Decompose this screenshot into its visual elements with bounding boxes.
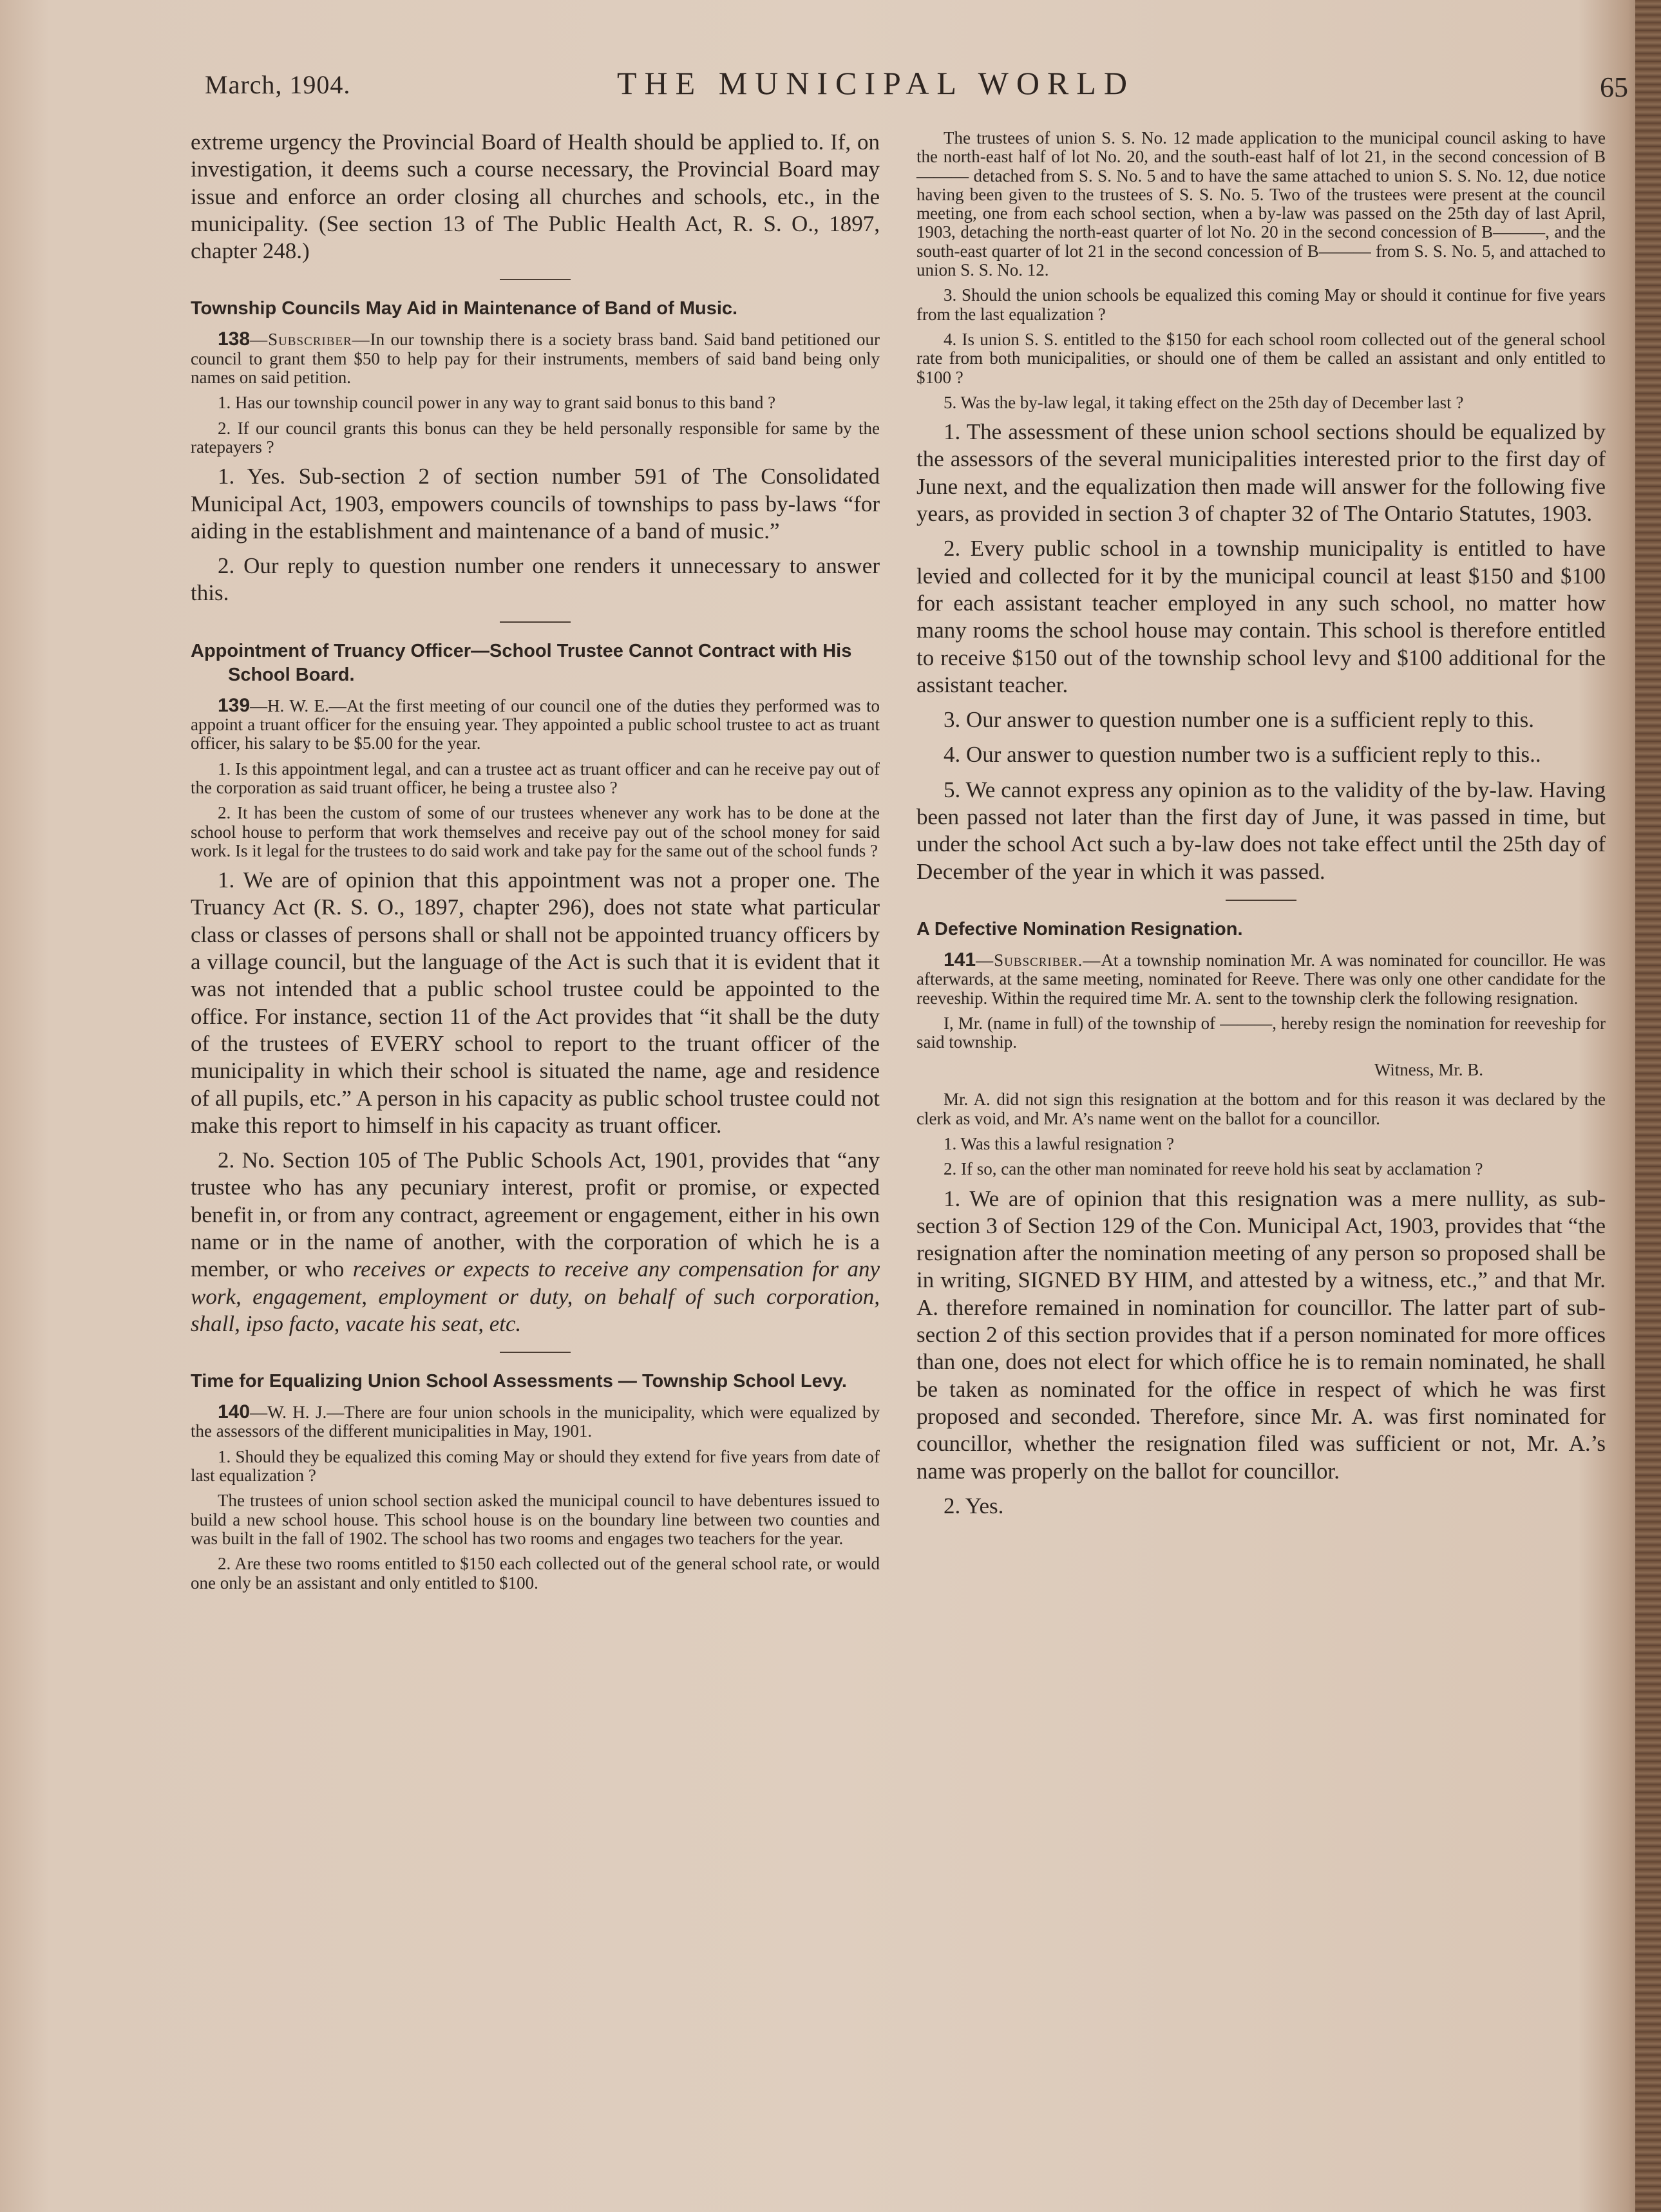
page-header [205, 64, 1628, 109]
question-number: 139 [218, 694, 251, 716]
article-equalizing-assessments [191, 1370, 880, 1593]
question-item: 1. Has our township council power in any way to grant said bonus to this band ? [218, 393, 776, 413]
question-text: There are four union schools in the municipality, which were equalized by the assessors of the different municipalities in May, 1901. [191, 1403, 880, 1441]
question-number: 138 [218, 328, 251, 350]
article-equalizing-continued [916, 129, 1606, 885]
article-heading: A Defective Nomination Resignation. [916, 918, 1243, 940]
question-item: 1. Should they be equalized this coming May or should they extend for five years from date of last equalization ? [191, 1446, 880, 1486]
question-item: 2. If so, can the other man nominated for reeve hold his seat by acclamation ? [944, 1159, 1483, 1179]
question-item: 2. Are these two rooms entitled to $150 each collected out of the general school rate, or would one only be an assistant and only entitled to $100. [191, 1554, 880, 1593]
right-column [916, 129, 1606, 1527]
section-divider [500, 1352, 571, 1353]
question-author: —Subscriber.— [976, 950, 1101, 970]
book-spine [1635, 0, 1661, 2212]
question-author: —H. W. E.— [250, 695, 346, 715]
answer-paragraph: 3. Our answer to question number one is a sufficient reply to this. [944, 707, 1534, 733]
article-heading: Township Councils May Aid in Maintenance of Band of Music. [191, 298, 738, 319]
answer-paragraph: 1. Yes. Sub-section 2 of section number 591 of The Consolidated Municipal Act, 1903, empowers councils of townships to pass by-laws “for aiding in the establishment and maintenance of a band of music.” [191, 464, 880, 544]
article-truancy-officer [191, 639, 880, 1338]
answer-paragraph: 2. No. Section 105 of The Public Schools Act, 1901, provides that “any trustee who has any pecuniary interest, profit or promise, or expected benefit in, or from any contract, agreement or engagement, either in his own name or in the name of another, with the corporation of which he is a member, or who [191, 1148, 880, 1282]
question-author: —W. H. J.— [250, 1403, 345, 1423]
issue-date: March, 1904. [205, 70, 351, 99]
question-text: At the first meeting of our council one of the duties they performed was to appoint a truant officer for the ensuing year. They appointed a public school trustee to act as truant officer, his salary to be $5.00 for the year. [191, 695, 880, 753]
section-divider [500, 621, 571, 623]
answer-paragraph: 2. Every public school in a township municipality is entitled to have levied and collected for it by the municipal council at least $150 and $100 for each assistant teacher employed in any such school, no matter how many rooms the school house may contain. This school is therefore entitled to receive $150 out of the township school levy and $100 additional for the assistant teacher. [916, 536, 1606, 697]
question-item: 1. Was this a lawful resignation ? [944, 1133, 1175, 1153]
article-band-of-music [191, 297, 880, 607]
question-detail: The trustees of union school section asked the municipal council to have debentures issued to build a new school house. This school house is on the boundary line between two counties and was built in the fall of 1902. The school has two rooms and engages two teachers for the year. [191, 1491, 880, 1548]
question-item: 2. If our council grants this bonus can they be held personally responsible for same by the ratepayers ? [191, 418, 880, 457]
article-heading: Appointment of Truancy Officer—School Trustee Cannot Contract with His School Board. [191, 640, 852, 685]
question-detail: The trustees of union S. S. No. 12 made application to the municipal council asking to have the north-east half of lot No. 20, and the south-east half of lot 21, in the second concession of B——— detached from S. S. No. 5 and to have the same attached to union S. S. No. 12, due notice having been given to the trustees of S. S. No. 5. Two of the trustees were present at the council meeting, one from each school section, when a by-law was passed on the 25th day of last April, 1903, detaching the north-east quarter of lot No. 20 in the second concession of B———, and the south-east quarter of lot 21 in the second concession of B——— from S. S. No. 5, and attached to union S. S. No. 12. [916, 128, 1606, 280]
answer-italic-quote: receives or expects to receive any compensation for any work, engagement, employment or duty, on behalf of such corporation, shall, ipso facto, vacate his seat, etc. [191, 1256, 880, 1336]
answer-paragraph: 2. Yes. [944, 1493, 1004, 1518]
answer-paragraph: 1. The assessment of these union school sections should be equalized by the assessors of the several municipalities interested prior to the first day of June next, and the equalization then made will answer for the following five years, as provided in section 3 of chapter 32 of The Ontario Statutes, 1903. [916, 419, 1606, 527]
intro-paragraph: extreme urgency the Provincial Board of Health should be applied to. If, on investigation, it deems such a course necessary, the Provincial Board may issue and enforce an order closing all churches and schools, etc., in the municipality. (See section 13 of The Public Health Act, R. S. O., 1897, chapter 248.) [191, 129, 880, 264]
question-number: 140 [218, 1401, 251, 1423]
answer-paragraph: 1. We are of opinion that this resignation was a mere nullity, as sub-section 3 of Section 129 of the Con. Municipal Act, 1903, provides that “the resignation after the nomination meeting of any person so proposed shall be in writing, SIGNED BY HIM, and attested by a witness, etc.,” and that Mr. A. therefore remained in nomination for councillor. The latter part of sub-section 2 of this section provides that if a person nominated for more offices than one, does not elect for which office he is to remain nominated, he shall be taken as nominated for the office in respect of which he was first proposed and seconded. Therefore, since Mr. A. was first nominated for councillor, whether the resignation filed was sufficient or not, Mr. A.’s name was properly on the ballot for councillor. [916, 1186, 1606, 1484]
question-author: —Subscriber— [250, 330, 370, 350]
left-column [191, 129, 880, 1599]
witness-line: Witness, Mr. B. [1374, 1060, 1483, 1080]
question-item: 1. Is this appointment legal, and can a trustee act as truant officer and can he receive pay out of the corporation as said truant officer, he being a trustee also ? [191, 759, 880, 797]
answer-paragraph: 4. Our answer to question number two is a sufficient reply to this.. [944, 742, 1541, 768]
article-nomination-resignation [916, 918, 1606, 1520]
resignation-text: I, Mr. (name in full) of the township of ———, hereby resign the nomination for reeveship for said township. [916, 1013, 1606, 1052]
question-item: 5. Was the by-law legal, it taking effect on the 25th day of December last ? [944, 392, 1464, 412]
question-number: 141 [944, 949, 976, 970]
article-heading: Time for Equalizing Union School Assessments — Township School Levy. [191, 1371, 847, 1392]
question-item: 4. Is union S. S. entitled to the $150 for each school room collected out of the general school rate from both municipalities, or should one of them be called an assistant and only entitled to $100 ? [916, 329, 1606, 387]
answer-paragraph: 5. We cannot express any opinion as to the validity of the by-law. Having been passed not later than the first day of June, it was passed in time, but under the school Act such a by-law does not take effect until the 25th day of December of the year in which it was passed. [916, 777, 1606, 884]
question-item: 3. Should the union schools be equalized this coming May or should it continue for five years from the last equalization ? [916, 285, 1606, 324]
answer-paragraph: 1. We are of opinion that this appointment was not a proper one. The Truancy Act (R. S. O., 1897, chapter 296), does not state what particular class or classes of persons shall or shall not be appointed truancy officers by a village council, but the language of the Act is such that it is evident that it was not intended that a public school trustee could be appointed to the office. For instance, section 11 of the Act provides that “it shall be the duty of the trustees of EVERY school to report to the truant officer of the municipality in which their school is situated the name, age and residence of all pupils, etc.” A person in his capacity as public school trustee could not make this report to himself in his capacity as truant officer. [191, 867, 880, 1138]
question-item: 2. It has been the custom of some of our trustees whenever any work has to be done at the school house to perform that work themselves and receive pay out of the school money for said work. Is it legal for the trustees to do said work and take pay for the same out of the school funds ? [191, 803, 880, 860]
publication-title: THE MUNICIPAL WORLD [617, 65, 1135, 101]
question-text: At a township nomination Mr. A was nominated for councillor. He was afterwards, at the same meeting, nominated for Reeve. There was only one other candidate for the reeveship. Within the required time Mr. A. sent to the township clerk the following resignation. [916, 950, 1606, 1008]
section-divider [1226, 900, 1296, 901]
page-number: 65 [1600, 71, 1628, 103]
answer-paragraph: 2. Our reply to question number one renders it unnecessary to answer this. [191, 553, 880, 606]
section-divider [500, 279, 571, 280]
question-text: In our township there is a society brass band. Said band petitioned our council to grant them $50 to help pay for their instruments, members of said band being only names on said petition. [191, 330, 880, 388]
question-detail: Mr. A. did not sign this resignation at the bottom and for this reason it was declared by the clerk as void, and Mr. A’s name went on the ballot for a councillor. [916, 1090, 1606, 1128]
